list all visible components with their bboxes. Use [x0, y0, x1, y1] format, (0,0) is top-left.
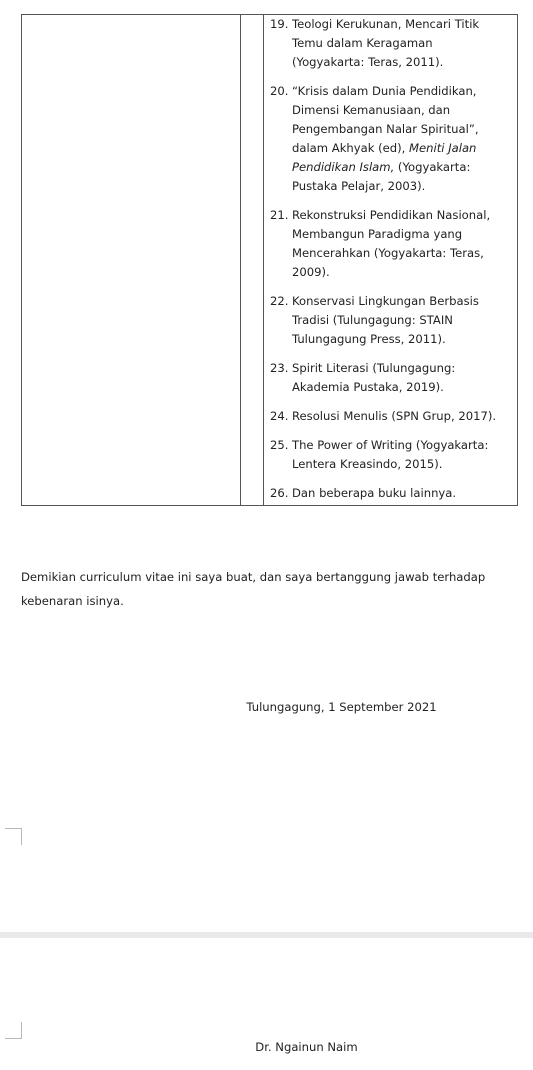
list-item: [264, 407, 517, 426]
publication-number: 22.: [270, 294, 289, 308]
publication-text-part: Spirit Literasi (Tulungagung: Akademia Pustaka, 2019).: [292, 361, 456, 394]
list-item: [264, 292, 517, 349]
publication-text: [292, 407, 517, 426]
closing-statement: Demikian curriculum vitae ini saya buat, dan saya bertanggung jawab terhadap kebenaran isinya.: [21, 570, 486, 608]
publication-text-part: Rekonstruksi Pendidikan Nasional, Membangun Paradigma yang Mencerahkan (Yogyakarta: Teras, 2009).: [292, 208, 491, 279]
empty-label-cell: [22, 15, 241, 506]
publication-text: [292, 82, 517, 196]
table-row: [22, 15, 518, 506]
empty-separator-cell: [241, 15, 264, 506]
publication-text-part: The Power of Writing (Yogyakarta: Lentera Kreasindo, 2015).: [292, 438, 489, 471]
publication-text: [292, 436, 517, 474]
publication-text-part: (Yogyakarta: Pustaka Pelajar, 2003).: [292, 160, 471, 193]
publication-text-part: Dan beberapa buku lainnya.: [292, 486, 457, 500]
publication-number: 23.: [270, 361, 289, 375]
publication-text: [292, 206, 517, 282]
publication-number: 25.: [270, 438, 289, 452]
list-item: [264, 206, 517, 282]
list-item: [264, 82, 517, 196]
publication-text-part: Resolusi Menulis (SPN Grup, 2017).: [292, 409, 497, 423]
list-item: [264, 15, 517, 72]
publication-list: [264, 15, 517, 503]
place-date: Tulungagung, 1 September 2021: [246, 700, 437, 714]
publication-text-part: “Krisis dalam Dunia Pendidikan, Dimensi Kemanusiaan, dan Pengembangan Nalar Spiritual”, dalam Akhyak (ed),: [292, 84, 479, 155]
publication-text: [292, 359, 517, 397]
page-corner-marker: [5, 828, 22, 845]
publications-cell: [264, 15, 518, 506]
publication-text-part: Konservasi Lingkungan Berbasis Tradisi (Tulungagung: STAIN Tulungagung Press, 2011).: [292, 294, 479, 346]
publication-number: 19.: [270, 17, 289, 31]
signature-name: Dr. Ngainun Naim: [255, 1040, 358, 1054]
publication-text: [292, 484, 517, 503]
publication-number: 26.: [270, 486, 289, 500]
publication-text: [292, 15, 517, 72]
publications-table: [21, 14, 518, 506]
list-item: [264, 359, 517, 397]
publication-number: 21.: [270, 208, 289, 222]
publication-text: [292, 292, 517, 349]
publication-number: 24.: [270, 409, 289, 423]
publication-text-part: Meniti Jalan Pendidikan Islam,: [292, 141, 477, 174]
publication-text-part: Teologi Kerukunan, Mencari Titik Temu dalam Keragaman (Yogyakarta: Teras, 2011).: [292, 17, 480, 69]
list-item: [264, 436, 517, 474]
list-item: [264, 484, 517, 503]
publication-number: 20.: [270, 84, 289, 98]
page-corner-marker: [5, 1022, 22, 1039]
